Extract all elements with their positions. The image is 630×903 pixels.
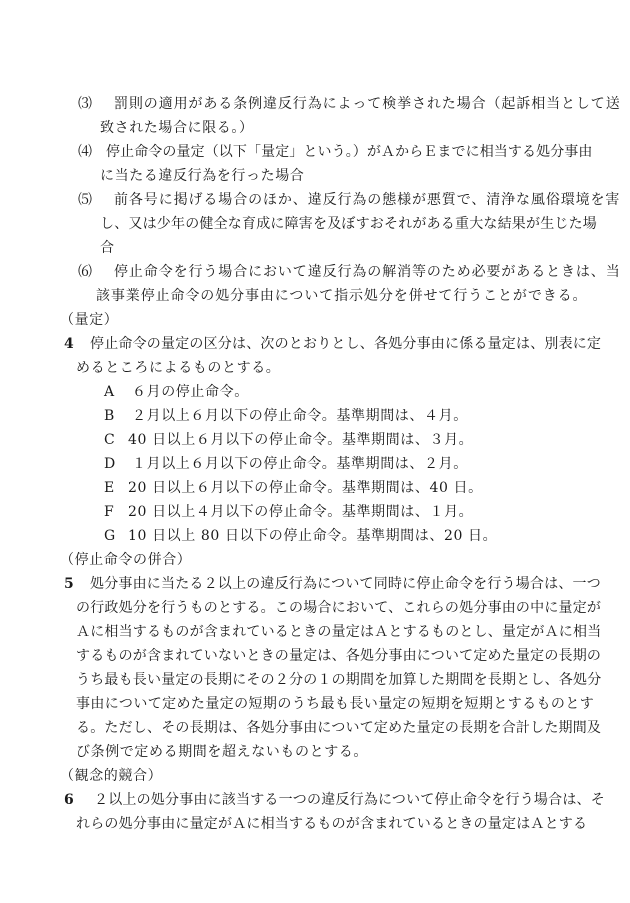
grade-c-letter: C xyxy=(104,432,116,448)
item-5-line-2: し、又は少年の健全な育成に障害を及ぼすおそれがある重大な結果が生じた場 xyxy=(100,216,597,232)
item-4-number: ⑷ xyxy=(78,144,93,160)
section-5-heading: （停止命令の併合） xyxy=(60,552,192,568)
item-4-line-2: に当たる違反行為を行った場合 xyxy=(100,168,305,184)
section-5-line-7: る。ただし、その長期は、各処分事由について定めた量定の長期を合計した期間及 xyxy=(76,720,602,736)
item-6-line-2: 該事業停止命令の処分事由について指示処分を併せて行うことができる。 xyxy=(96,288,588,304)
section-5-number: 5 xyxy=(64,576,75,592)
section-4-line-1: 停止命令の量定の区分は、次のとおりとし、各処分事由に係る量定は、別表に定 xyxy=(90,336,602,352)
grade-e-letter: E xyxy=(104,480,115,496)
item-5-line-1: 前各号に掲げる場合のほか、違反行為の態様が悪質で、清浄な風俗環境を害 xyxy=(114,192,621,208)
grade-a-letter: A xyxy=(104,384,115,400)
section-4-heading: （量定） xyxy=(60,312,119,328)
grade-g-letter: G xyxy=(104,528,116,544)
grade-d-letter: D xyxy=(104,456,116,472)
section-6-line-1: ２以上の処分事由に該当する一つの違反行為について停止命令を行う場合は、そ xyxy=(94,792,605,808)
item-5-number: ⑸ xyxy=(78,192,93,208)
section-4-line-2: めるところによるものとする。 xyxy=(76,360,281,376)
grade-b-text: ２月以上６月以下の停止命令。基準期間は、４月。 xyxy=(132,408,468,424)
section-5-line-8: び条例で定める期間を超えないものとする。 xyxy=(76,744,368,760)
section-6-line-2: れらの処分事由に量定がＡに相当するものが含まれているときの量定はＡとする xyxy=(76,816,588,832)
section-6-number: 6 xyxy=(64,792,75,808)
section-5-line-6: 事由について定めた量定の短期のうち最も長い量定の短期を短期とするものとす xyxy=(76,696,595,712)
section-5-line-5: うち最も長い量定の長期にその２分の１の期間を加算した期間を長期とし、各処分 xyxy=(76,672,602,688)
item-3-line-2: 致された場合に限る。） xyxy=(100,120,254,136)
grade-d-text: １月以上６月以下の停止命令。基準期間は、２月。 xyxy=(132,456,468,472)
section-5-line-1: 処分事由に当たる２以上の違反行為について同時に停止命令を行う場合は、一つ xyxy=(90,576,601,592)
grade-e-text: 20 日以上６月以下の停止命令。基準期間は、40 日。 xyxy=(128,480,483,496)
item-5-line-3: 合 xyxy=(100,240,115,256)
section-4-number: 4 xyxy=(64,336,75,352)
grade-g-text: 10 日以上 80 日以下の停止命令。基準期間は、20 日。 xyxy=(128,528,498,544)
item-3-line-1: 罰則の適用がある条例違反行為によって検挙された場合（起訴相当として送 xyxy=(114,96,621,112)
item-4-line-1: 停止命令の量定（以下「量定」という。）がＡからＥまでに相当する処分事由 xyxy=(106,144,593,160)
section-5-line-3: Ａに相当するものが含まれているときの量定はＡとするものとし、量定がＡに相当 xyxy=(76,624,602,640)
grade-f-text: 20 日以上４月以下の停止命令。基準期間は、１月。 xyxy=(128,504,474,520)
section-5-line-4: するものが含まれていないときの量定は、各処分事由について定めた量定の長期の xyxy=(76,648,602,664)
item-3-number: ⑶ xyxy=(78,96,93,112)
grade-f-letter: F xyxy=(104,504,115,520)
section-6-heading: （観念的競合） xyxy=(60,768,163,784)
section-5-line-2: の行政処分を行うものとする。この場合において、これらの処分事由の中に量定が xyxy=(76,600,602,616)
grade-a-text: ６月の停止命令。 xyxy=(132,384,249,400)
item-6-line-1: 停止命令を行う場合において違反行為の解消等のため必要があるときは、当 xyxy=(114,264,621,280)
grade-c-text: 40 日以上６月以下の停止命令。基準期間は、３月。 xyxy=(128,432,474,448)
item-6-number: ⑹ xyxy=(78,264,93,280)
grade-b-letter: B xyxy=(104,408,115,424)
